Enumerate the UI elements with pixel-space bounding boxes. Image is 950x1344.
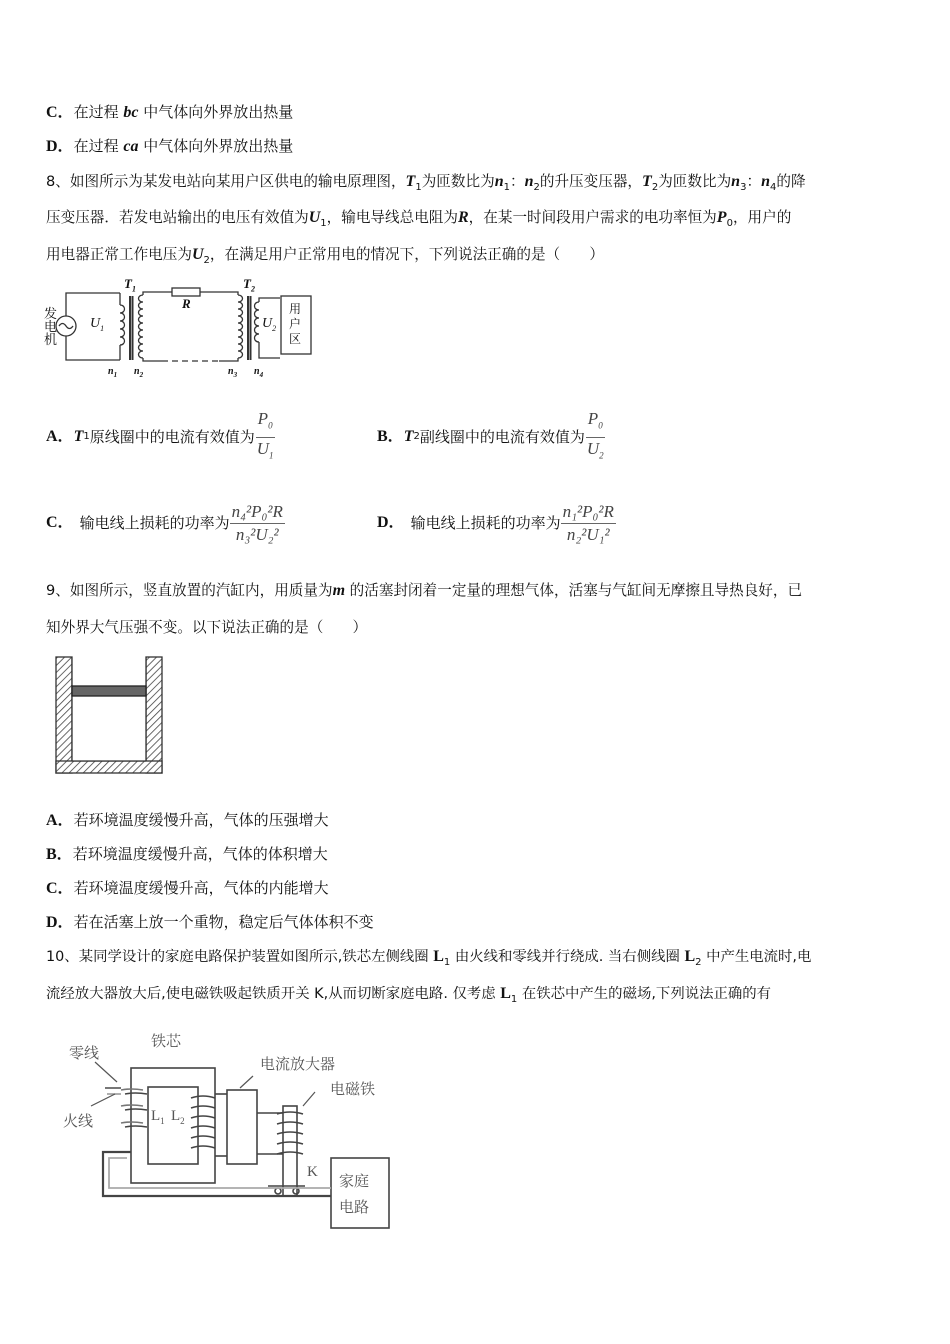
q9-option-a: A．若环境温度缓慢升高，气体的压强增大 xyxy=(46,811,329,829)
transmission-circuit-diagram xyxy=(44,278,314,383)
q8-stem-line-3: 用电器正常工作电压为$U_2$，在满足用户正常用电的情况下，下列说法正确的是（ ） xyxy=(46,246,604,266)
u1-label: $U_1$ xyxy=(90,316,105,333)
fraction-loss-power-c: $\frac{\text{n₄²P₀²R}}{\text{n₃²U₂²}}$ xyxy=(231,501,283,544)
protection-device-diagram xyxy=(55,1028,395,1233)
option-letter: C． xyxy=(46,104,74,121)
n3-label: $n_3$ xyxy=(228,366,238,379)
cylinder-drawing xyxy=(52,655,167,775)
q9-stem-line-2: 知外界大气压强不变。以下说法正确的是（ ） xyxy=(46,619,368,636)
l1-label: $L_1$ xyxy=(151,1108,165,1126)
q9-option-b: B．若环境温度缓慢升高，气体的体积增大 xyxy=(46,845,328,863)
option-letter: D． xyxy=(46,138,74,155)
t1-label: $T_1$ xyxy=(124,276,136,294)
q9-option-d: D．若在活塞上放一个重物，稳定后气体体积不变 xyxy=(46,913,374,931)
amplifier-label: 电流放大器 xyxy=(260,1055,336,1073)
q8-option-a: A． T 1 原线圈中的电流有效值为 $\frac{P_0}{U_1}$ xyxy=(46,412,276,462)
fraction-p0-over-u1: $\frac{P_0}{U_1}$ xyxy=(256,409,274,460)
q10-stem-line-2: 流经放大器放大后,使电磁铁吸起铁质开关 K,从而切断家庭电路. 仅考虑 $L_1$ 在铁芯中产生的磁场,下列说法正确的有 xyxy=(46,985,772,1005)
electromagnet-label: 电磁铁 xyxy=(330,1080,376,1098)
neutral-wire-label: 零线 xyxy=(69,1044,100,1062)
l2-label: $L_2$ xyxy=(171,1108,185,1126)
q10-stem-line-1: 10、某同学设计的家庭电路保护装置如图所示,铁芯左侧线圈 $L_1$ 由火线和零线并行绕成. 当右侧线圈 $L_2$ 中产生电流时,电 xyxy=(46,948,812,968)
u2-label: $U_2$ xyxy=(262,316,277,333)
t2-label: $T_2$ xyxy=(243,276,255,294)
user-area-label: 用 户 区 xyxy=(289,302,302,346)
q8-option-d: D． 输电线上损耗的功率为 $\frac{\text{n₁²P₀²R}}{\text{n₂²U₁²}}$ xyxy=(377,501,614,544)
piston xyxy=(72,686,146,696)
iron-core-label: 铁芯 xyxy=(151,1032,182,1050)
q9-option-c: C．若环境温度缓慢升高，气体的内能增大 xyxy=(46,879,329,897)
q8-option-c: C． 输电线上损耗的功率为 $\frac{\text{n₄²P₀²R}}{\text{n₃²U₂²}}$ xyxy=(46,501,283,544)
fraction-p0-over-u2: $\frac{P_0}{U_2}$ xyxy=(586,409,604,460)
generator-label: 发 电 机 xyxy=(44,307,58,348)
q8-option-b: B． T 2 副线圈中的电流有效值为 $\frac{P_0}{U_2}$ xyxy=(377,412,606,462)
prev-option-d: D．在过程 ca 中气体向外界放出热量 xyxy=(46,137,294,155)
r-label: R xyxy=(182,296,191,311)
q8-stem-line-2: 压变压器．若发电站输出的电压有效值为$U_1$，输电导线总电阻为R，在某一时间段用户需求的电功率恒为$P_0$，用户的 xyxy=(46,209,792,229)
live-wire-label: 火线 xyxy=(63,1112,94,1130)
q9-stem-line-1: 9、如图所示，竖直放置的汽缸内，用质量为m 的活塞封闭着一定量的理想气体，活塞与气缸间无摩擦且导热良好，已 xyxy=(46,582,803,599)
n2-label: $n_2$ xyxy=(134,366,144,379)
n4-label: $n_4$ xyxy=(254,366,264,379)
fraction-loss-power-d: $\frac{\text{n₁²P₀²R}}{\text{n₂²U₁²}}$ xyxy=(562,501,614,544)
switch-k-label: K xyxy=(307,1164,318,1180)
n1-label: $n_1$ xyxy=(108,366,118,379)
cylinder-piston-diagram xyxy=(52,655,167,775)
home-circuit-label: 家庭 电路 xyxy=(339,1172,370,1216)
q8-stem-line-1: 8、如图所示为某发电站向某用户区供电的输电原理图，$T_1$为匝数比为$n_1$：$n_2$的升压变压器，$T_2$为匝数比为$n_3$：$n_4$的降 xyxy=(46,173,806,193)
prev-option-c: C．在过程 bc 中气体向外界放出热量 xyxy=(46,103,294,121)
